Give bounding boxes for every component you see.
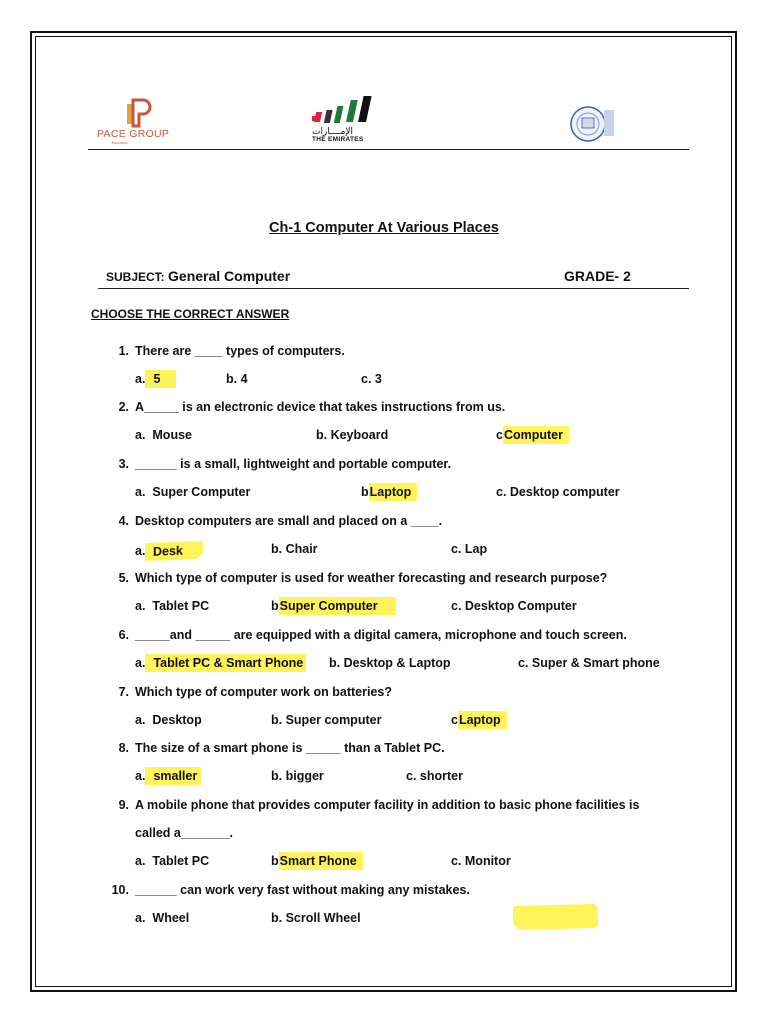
q9-option-a[interactable]: a. Tablet PC (135, 854, 210, 868)
pace-group-text: PACE GROUP (97, 128, 170, 140)
subject-label: SUBJECT: (106, 270, 165, 284)
q3-option-c[interactable]: c. Desktop computer (496, 485, 620, 499)
question-2: 2. A_____ is an electronic device that takes instructions from us. (118, 400, 506, 414)
q7-option-b[interactable]: b. Super computer (271, 713, 382, 727)
q1-option-a[interactable]: a. 5 (135, 372, 176, 386)
q5-option-b[interactable]: bSuper Computer (271, 599, 396, 613)
grade-label: GRADE- 2 (564, 268, 631, 284)
q4-option-c[interactable]: c. Lap (451, 542, 488, 556)
q6-option-b[interactable]: b. Desktop & Laptop (329, 656, 451, 670)
school-seal-icon (566, 104, 614, 144)
q1-option-b[interactable]: b. 4 (226, 372, 248, 386)
emirates-logo (308, 94, 388, 146)
q4-option-b[interactable]: b. Chair (271, 542, 318, 556)
section-heading: CHOOSE THE CORRECT ANSWER (91, 307, 290, 321)
emirates-flag-bars-icon (308, 94, 384, 128)
q8-option-b[interactable]: b. bigger (271, 769, 324, 783)
subject-value: General Computer (168, 268, 291, 284)
question-7: 7. Which type of computer work on batteries? (118, 685, 392, 699)
q5-option-c[interactable]: c. Desktop Computer (451, 599, 577, 613)
q7-option-c[interactable]: cLaptop (451, 713, 507, 727)
q3-option-b[interactable]: bLaptop (361, 485, 417, 499)
q9-option-b[interactable]: bSmart Phone (271, 854, 363, 868)
question-6: 6. _____and _____ are equipped with a digital camera, microphone and touch screen. (118, 628, 627, 642)
pace-group-subtext: Education (112, 141, 128, 145)
header-rule (88, 149, 689, 150)
page-title: Ch-1 Computer At Various Places (269, 220, 499, 236)
q1-option-c[interactable]: c. 3 (361, 372, 382, 386)
pace-logo-mark-icon (121, 98, 161, 128)
q6-option-c[interactable]: c. Super & Smart phone (518, 656, 660, 670)
subject-line (106, 268, 290, 284)
question-1: 1. There are ____ types of computers. (118, 344, 345, 358)
q2-option-a[interactable]: a. Mouse (135, 428, 192, 442)
q10-option-a[interactable]: a. Wheel (135, 911, 190, 925)
page-border-inner (35, 36, 732, 987)
q7-option-a[interactable]: a. Desktop (135, 713, 202, 727)
question-9-continued: called a_______. (135, 826, 233, 840)
question-8: 8. The size of a smart phone is _____ than a Tablet PC. (118, 741, 445, 755)
q4-option-a[interactable]: a. Desk (135, 542, 203, 560)
question-5: 5. Which type of computer is used for weather forecasting and research purpose? (118, 571, 608, 585)
question-10: 10. ______ can work very fast without making any mistakes. (111, 883, 470, 897)
q2-option-b[interactable]: b. Keyboard (316, 428, 389, 442)
q8-option-c[interactable]: c. shorter (406, 769, 463, 783)
q6-option-a[interactable]: a. Tablet PC & Smart Phone (135, 656, 306, 670)
emirates-arabic-text: الإمــــارات (312, 126, 354, 136)
question-4: 4. Desktop computers are small and placed on a ____. (118, 514, 443, 528)
subject-rule (98, 288, 689, 289)
q9-option-c[interactable]: c. Monitor (451, 854, 511, 868)
school-seal-logo (566, 104, 614, 144)
q5-option-a[interactable]: a. Tablet PC (135, 599, 210, 613)
q8-option-a[interactable]: a. smaller (135, 769, 201, 783)
q10-option-b[interactable]: b. Scroll Wheel (271, 911, 361, 925)
q2-option-c[interactable]: cComputer (496, 428, 569, 442)
emirates-text: THE EMIRATES (312, 136, 364, 143)
question-3: 3. ______ is a small, lightweight and portable computer. (118, 457, 452, 471)
q3-option-a[interactable]: a. Super Computer (135, 485, 251, 499)
q10-answer-highlight-mark (513, 904, 598, 930)
question-9: 9. A mobile phone that provides computer facility in addition to basic phone facilities is (118, 798, 640, 812)
